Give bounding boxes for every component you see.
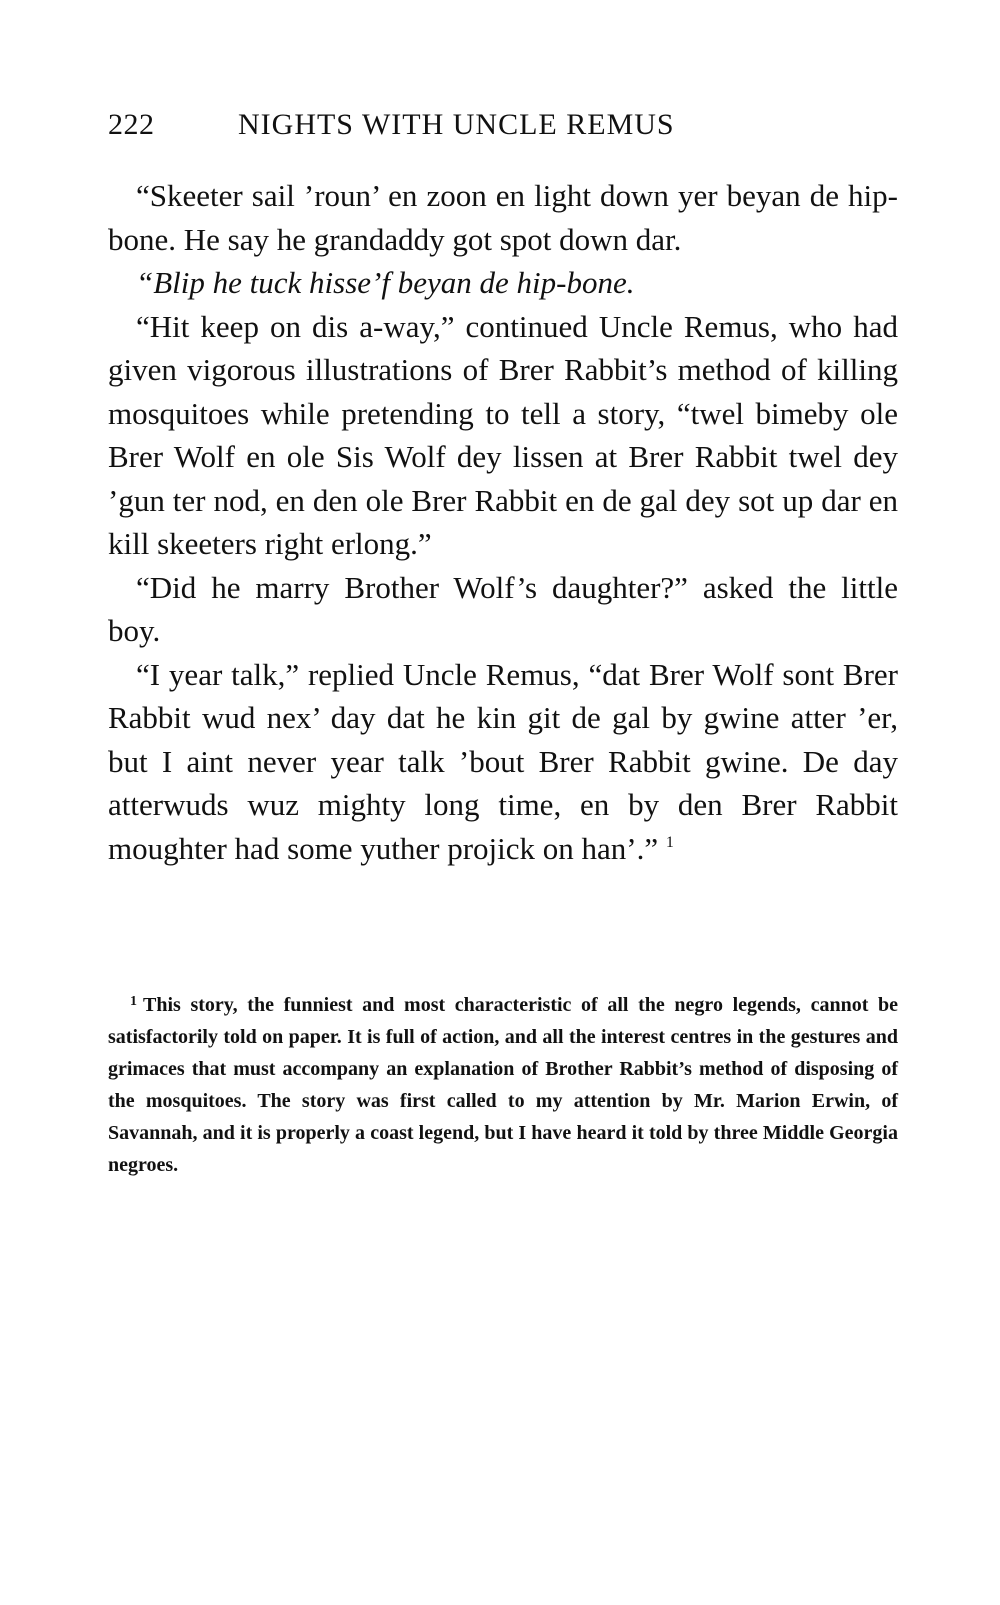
footnote-marker: 1: [665, 833, 674, 851]
footnote: [108, 989, 898, 1181]
main-text: [108, 174, 898, 870]
page-header: [108, 108, 898, 148]
paragraph-4: “Did he marry Brother Wolf’s daughter?” asked the little boy.: [108, 569, 898, 648]
footnote-number: 1: [130, 994, 137, 1009]
footnote-text: This story, the funniest and most characteristic of all the negro legends, cannot be satisfactorily told on paper. It is full of action, and all the interest centres in the gestures and grimaces that must accompany an explanation of Brother Rabbit’s method of disposing of the mosquitoes. The story was first called to my attention by Mr. Marion Erwin, of Savannah, and it is properly a coast legend, but I have heard it told by three Middle Georgia negroes.: [108, 994, 898, 1176]
paragraph-2: “Blip he tuck hisse’f beyan de hip-bone.: [136, 265, 635, 300]
page-number: 222: [108, 108, 155, 141]
paragraph-5: [108, 653, 898, 871]
paragraph-3: “Hit keep on dis a-way,” continued Uncle Remus, who had given vigorous illustrations of Brer Rabbit’s method of killing mosquitoes while pretending to tell a story, “twel bimeby ole Brer Wolf en ole Sis Wolf dey lissen at Brer Rabbit twel dey ’gun ter nod, en den ole Brer Rabbit en de gal dey sot up dar en kill skeeters right erlong.”: [108, 308, 898, 561]
paragraph-1: “Skeeter sail ’roun’ en zoon en light down yer beyan de hip-bone. He say he grandaddy got spot down dar.: [108, 178, 898, 257]
paragraph-5-text: “I year talk,” replied Uncle Remus, “dat Brer Wolf sont Brer Rabbit wud nex’ day dat he kin git de gal by gwine atter ’er, but I aint never year talk ’bout Brer Rabbit gwine. De day atterwuds wuz mighty long time, en by den Brer Rabbit moughter had some yuther projick on han’.”: [108, 656, 898, 866]
running-title: NIGHTS WITH UNCLE REMUS: [238, 108, 675, 141]
